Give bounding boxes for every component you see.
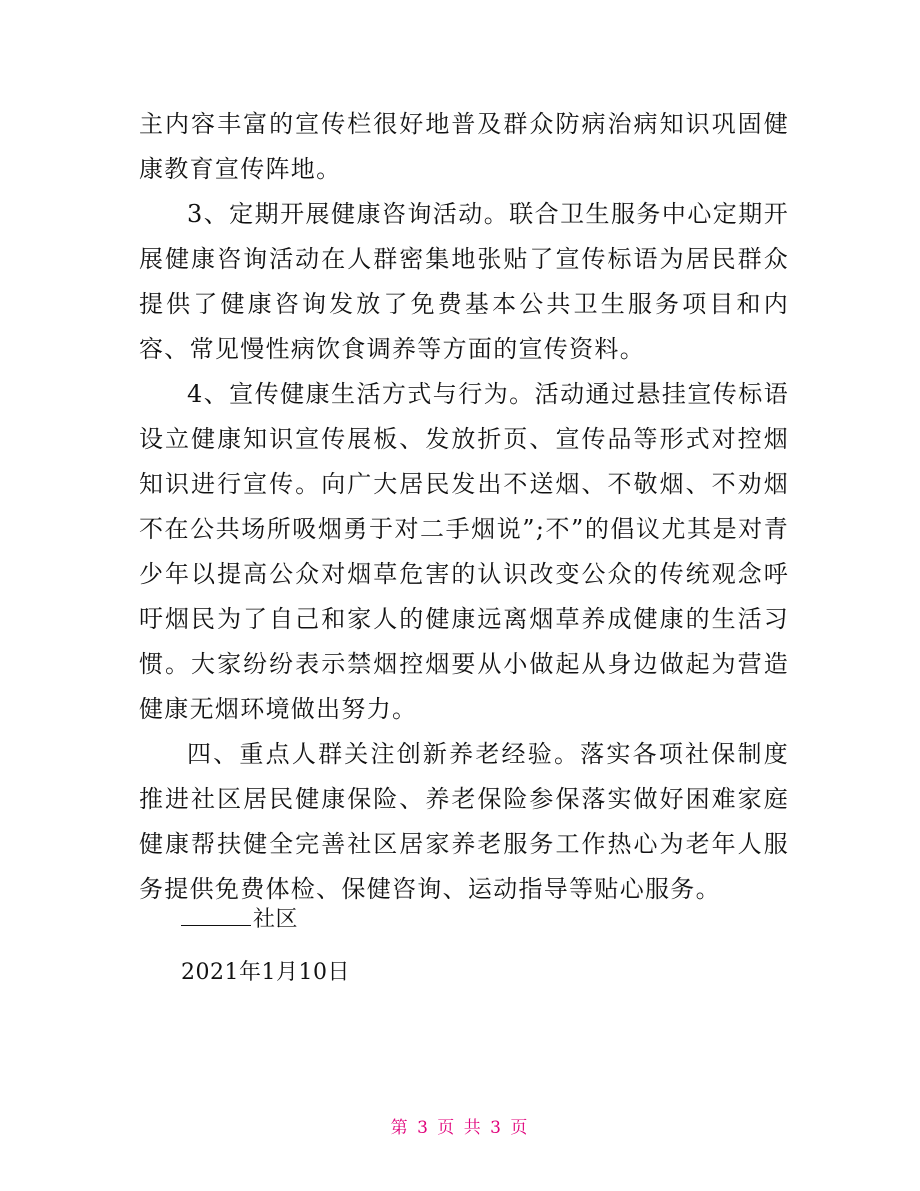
paragraph-continuation: 主内容丰富的宣传栏很好地普及群众防病治病知识巩固健康教育宣传阵地。 (139, 110, 789, 183)
community-label: 社区 (253, 907, 299, 932)
blank-fill-line (181, 925, 251, 926)
document-body (139, 102, 789, 912)
paragraph-elderly-care: 四、重点人群关注创新养老经验。落实各项社保制度推进社区居民健康保险、养老保险参保落实做好困难家庭健康帮扶健全完善社区居家养老服务工作热心为老年人服务提供免费体检、保健咨询、运动指导等贴心服务。 (139, 740, 789, 903)
page-footer: 第 3 页 共 3 页 (390, 1118, 530, 1138)
signature-date: 2021年1月10日 (181, 960, 350, 985)
paragraph-healthy-lifestyle: 4、宣传健康生活方式与行为。活动通过悬挂宣传标语设立健康知识宣传展板、发放折页、宣传品等形式对控烟知识进行宣传。向广大居民发出不送烟、不敬烟、不劝烟不在公共场所吸烟勇于对二手烟说”;不”的倡议尤其是对青少年以提高公众对烟草危害的认识改变公众的传统观念呼吁烟民为了自己和家人的健康远离烟草养成健康的生活习惯。大家纷纷表示禁烟控烟要从小做起从身边做起为营造健康无烟环境做出努力。 (139, 380, 789, 723)
paragraph-health-consultation: 3、定期开展健康咨询活动。联合卫生服务中心定期开展健康咨询活动在人群密集地张贴了宣传标语为居民群众提供了健康咨询发放了免费基本公共卫生服务项目和内容、常见慢性病饮食调养等方面的宣传资料。 (139, 200, 789, 363)
signature-community (181, 902, 298, 933)
